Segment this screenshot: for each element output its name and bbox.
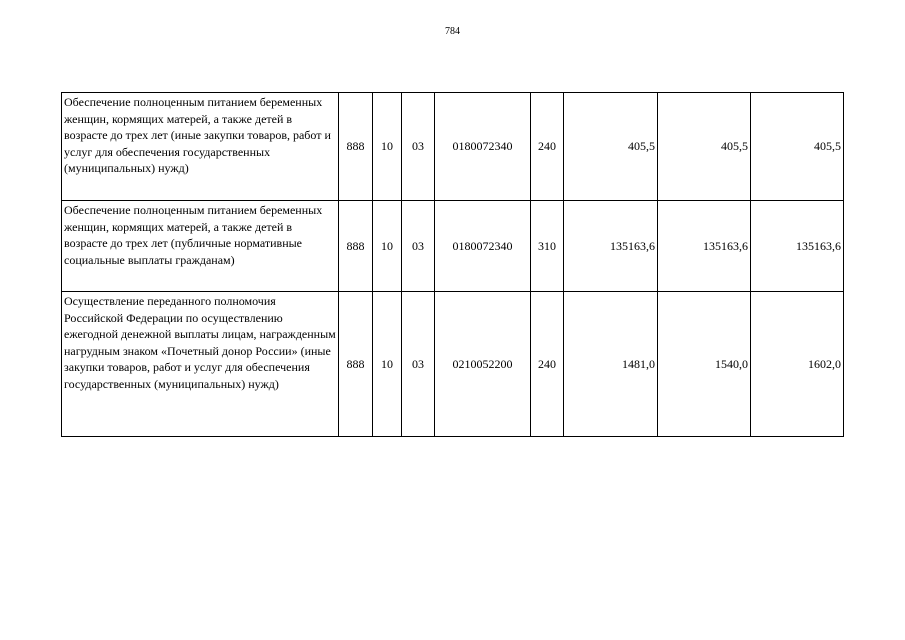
budget-table [61, 92, 844, 437]
expense-type-code: 240 [531, 292, 564, 437]
ministry-code: 888 [339, 201, 373, 292]
ministry-code: 888 [339, 292, 373, 437]
subsection-code: 03 [402, 93, 435, 201]
table-row [62, 93, 844, 201]
row-description: Обеспечение полноценным питанием беременных женщин, кормящих матерей, а также детей в возрасте до трех лет (публичные нормативные социальные выплаты гражданам) [62, 201, 339, 292]
amount-year-2: 135163,6 [658, 201, 751, 292]
table-row [62, 292, 844, 437]
target-article-code: 0210052200 [435, 292, 531, 437]
subsection-code: 03 [402, 201, 435, 292]
amount-year-3: 1602,0 [751, 292, 844, 437]
row-description: Осуществление переданного полномочия Российской Федерации по осуществлению ежегодной денежной выплаты лицам, награжденным нагрудным знаком «Почетный донор России» (иные закупки товаров, работ и услуг для обеспечения государственных (муниципальных) нужд) [62, 292, 339, 437]
section-code: 10 [373, 292, 402, 437]
target-article-code: 0180072340 [435, 93, 531, 201]
amount-year-3: 135163,6 [751, 201, 844, 292]
amount-year-1: 1481,0 [564, 292, 658, 437]
table-row [62, 201, 844, 292]
expense-type-code: 310 [531, 201, 564, 292]
expense-type-code: 240 [531, 93, 564, 201]
page-number: 784 [445, 26, 460, 37]
amount-year-1: 135163,6 [564, 201, 658, 292]
subsection-code: 03 [402, 292, 435, 437]
section-code: 10 [373, 93, 402, 201]
ministry-code: 888 [339, 93, 373, 201]
target-article-code: 0180072340 [435, 201, 531, 292]
amount-year-1: 405,5 [564, 93, 658, 201]
section-code: 10 [373, 201, 402, 292]
amount-year-2: 405,5 [658, 93, 751, 201]
amount-year-3: 405,5 [751, 93, 844, 201]
row-description: Обеспечение полноценным питанием беременных женщин, кормящих матерей, а также детей в возрасте до трех лет (иные закупки товаров, работ и услуг для обеспечения государственных (муниципальных) нужд) [62, 93, 339, 201]
amount-year-2: 1540,0 [658, 292, 751, 437]
